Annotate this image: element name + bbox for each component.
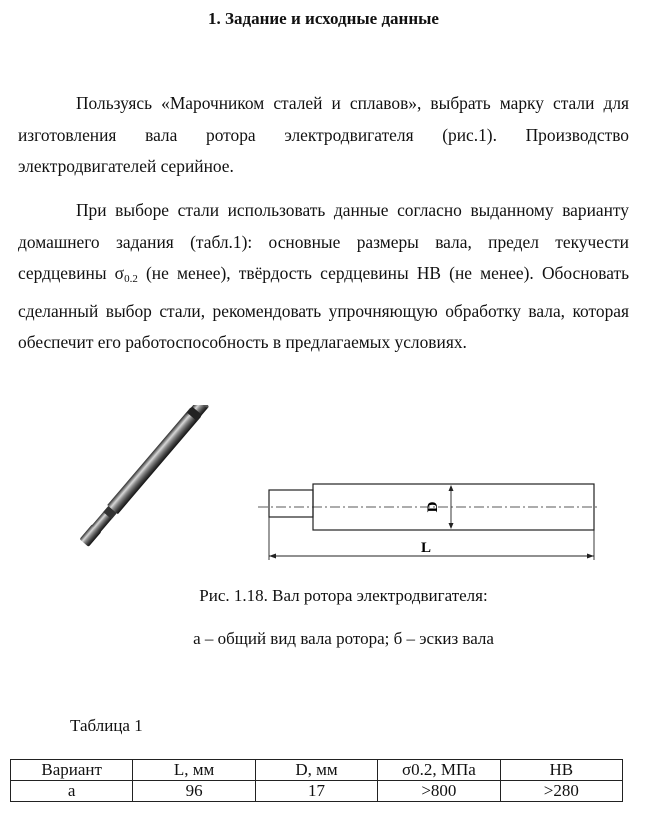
figure-caption-legend: а – общий вид вала ротора; б – эскиз вала — [193, 629, 494, 648]
cell-yield-strength: >800 — [378, 781, 500, 802]
header-length: L, мм — [133, 760, 255, 781]
shaft-step-small — [269, 490, 313, 517]
table-header-row — [11, 760, 623, 781]
header-yield-strength: σ0.2, МПа — [378, 760, 500, 781]
dimension-d-label: D — [425, 501, 441, 513]
variants-table — [10, 759, 623, 802]
header-diameter: D, мм — [255, 760, 377, 781]
header-hardness: НВ — [500, 760, 622, 781]
table-label: Таблица 1 — [70, 716, 143, 735]
shaft-photo — [72, 405, 267, 555]
paragraph-requirements-end: (не менее), твёрдость сердцевины НВ (не менее). Обосновать сделанный выбор стали, рекомендовать упрочняющую обработку вала, которая обеспечит его работоспособность в предлагаемых условиях. — [18, 263, 629, 352]
cell-length: 96 — [133, 781, 255, 802]
header-variant: Вариант — [11, 760, 133, 781]
cell-diameter: 17 — [255, 781, 377, 802]
paragraph-task: Пользуясь «Марочником сталей и сплавов», выбрать марку стали для изготовления вала ротора электродвигателя (рис.1). Производство электродвигателей серийное. — [18, 93, 629, 176]
sigma-subscript: 0.2 — [124, 273, 138, 285]
paragraph-requirements — [18, 195, 629, 359]
cell-hardness: >280 — [500, 781, 622, 802]
figure-caption-title: Рис. 1.18. Вал ротора электродвигателя: — [199, 586, 488, 605]
dimension-l-label: L — [420, 540, 432, 556]
cell-variant: а — [11, 781, 133, 802]
paragraph-requirements-start: При выборе стали использовать данные согласно выданному варианту домашнего задания (табл.1): основные размеры вала, предел текучести сердцевины σ — [18, 200, 629, 283]
table-row — [11, 781, 623, 802]
shaft-sketch — [258, 478, 608, 573]
page-title: 1. Задание и исходные данные — [208, 9, 439, 28]
